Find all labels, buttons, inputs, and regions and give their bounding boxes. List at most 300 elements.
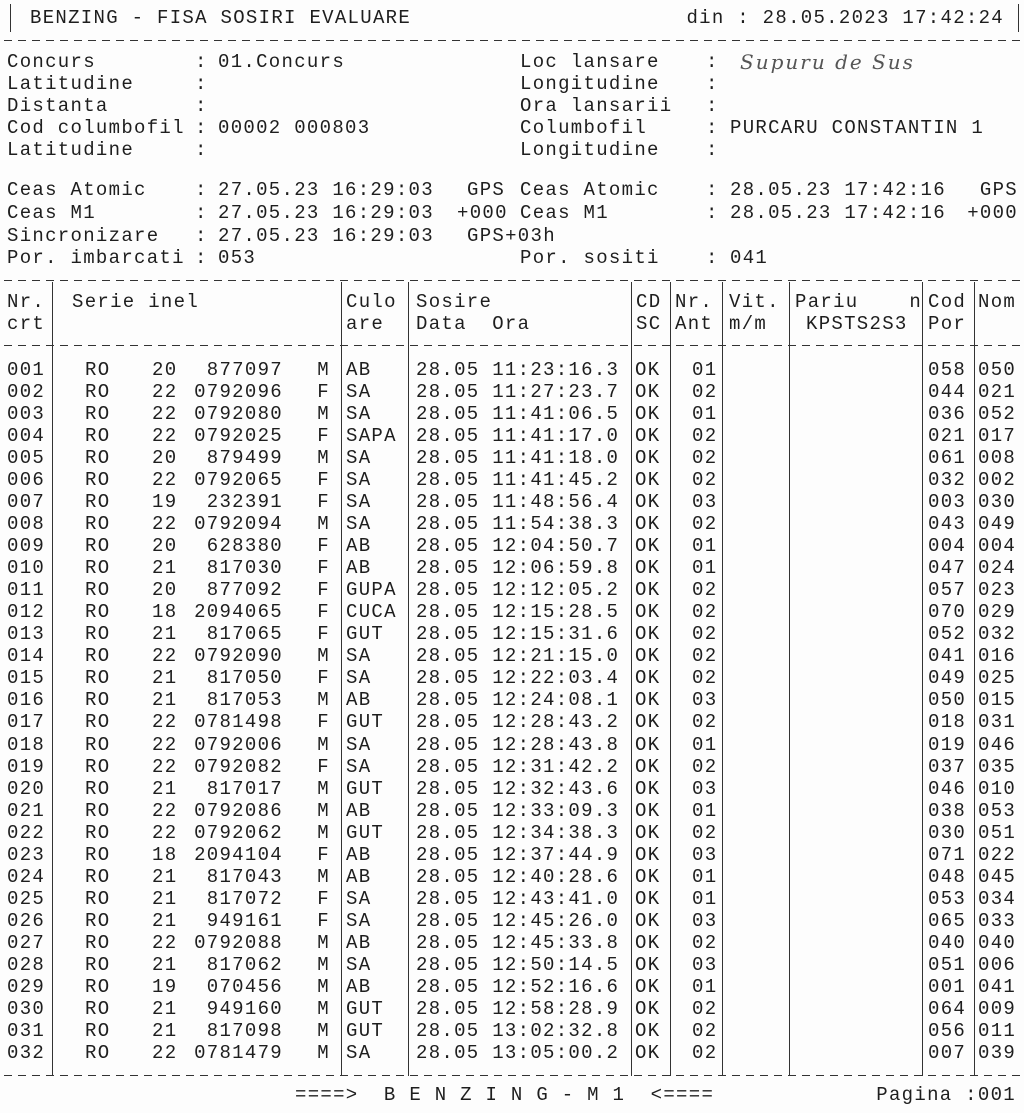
cell-sex: F	[317, 381, 330, 404]
cell-cd-sc: OK	[635, 843, 661, 866]
cell-sex: M	[317, 1041, 330, 1064]
cell-sex: F	[317, 601, 330, 624]
cell-nr: 024	[7, 865, 46, 888]
cell-year: 21	[152, 865, 178, 888]
cell-nom: 045	[978, 865, 1017, 888]
cell-cd-sc: OK	[635, 887, 661, 910]
cell-color: SA	[346, 381, 372, 404]
cell-arrival: 28.05 13:05:00.2	[416, 1041, 620, 1064]
cell-ring: 0792094	[194, 513, 283, 536]
cell-arrival: 28.05 12:28:43.8	[416, 733, 620, 756]
cell-cod-por: 043	[928, 513, 967, 536]
cell-cd-sc: OK	[635, 689, 661, 712]
info-label: Latitudine	[7, 73, 135, 95]
cell-ring: 877092	[206, 579, 283, 602]
cell-sex: M	[317, 513, 330, 536]
cell-year: 21	[152, 623, 178, 646]
cell-nom: 016	[978, 645, 1017, 668]
cell-nr-ant: 02	[692, 645, 718, 668]
info-value: 01.Concurs	[218, 51, 346, 73]
cell-arrival: 28.05 12:28:43.2	[416, 711, 620, 734]
cell-cod-por: 036	[928, 403, 967, 426]
cell-cod-por: 041	[928, 645, 967, 668]
cell-color: AB	[346, 843, 372, 866]
cell-ring: 817043	[206, 865, 283, 888]
cell-cod-por: 050	[928, 689, 967, 712]
cell-country: RO	[85, 359, 111, 381]
cell-cd-sc: OK	[635, 381, 661, 404]
cell-arrival: 28.05 11:48:56.4	[416, 491, 620, 514]
cell-cod-por: 048	[928, 865, 967, 888]
cell-cd-sc: OK	[635, 579, 661, 602]
cell-cod-por: 030	[928, 821, 967, 844]
colon: :	[195, 117, 208, 139]
cell-nom: 046	[978, 733, 1017, 756]
cell-cd-sc: OK	[635, 645, 661, 668]
border-right	[1018, 4, 1019, 32]
cell-cod-por: 047	[928, 557, 967, 580]
cell-cod-por: 065	[928, 909, 967, 932]
cell-sex: M	[317, 689, 330, 712]
cell-cod-por: 003	[928, 491, 967, 514]
cell-ring: 817065	[206, 623, 283, 646]
cell-cd-sc: OK	[635, 711, 661, 734]
cell-sex: M	[317, 821, 330, 844]
cell-nom: 029	[978, 601, 1017, 624]
cell-ring: 232391	[206, 491, 283, 514]
cell-nom: 040	[978, 931, 1017, 954]
cell-cd-sc: OK	[635, 667, 661, 690]
cell-cd-sc: OK	[635, 1041, 661, 1064]
cell-ring: 817072	[206, 887, 283, 910]
cell-arrival: 28.05 13:02:32.8	[416, 1019, 620, 1042]
cell-arrival: 28.05 12:21:15.0	[416, 645, 620, 668]
cell-color: SA	[346, 491, 372, 514]
cell-nr: 019	[7, 755, 46, 778]
cell-color: SA	[346, 469, 372, 492]
cell-country: RO	[85, 799, 111, 822]
cell-nom: 023	[978, 579, 1017, 602]
column-header-cdsc: CD	[636, 291, 662, 313]
colon: :	[195, 139, 208, 161]
clock-label: Por. sositi	[520, 247, 660, 269]
divider	[4, 280, 1020, 281]
cell-nr: 003	[7, 403, 46, 426]
cell-ring: 0792080	[194, 403, 283, 426]
cell-country: RO	[85, 557, 111, 580]
cell-ring: 879499	[206, 447, 283, 470]
cell-color: AB	[346, 535, 372, 558]
cell-cd-sc: OK	[635, 535, 661, 558]
cell-color: SA	[346, 953, 372, 976]
cell-nr: 012	[7, 601, 46, 624]
page-number: Pagina :001	[876, 1084, 1016, 1106]
cell-cd-sc: OK	[635, 865, 661, 888]
cell-sex: M	[317, 645, 330, 668]
cell-year: 22	[152, 799, 178, 822]
cell-cd-sc: OK	[635, 557, 661, 580]
cell-ring: 0792082	[194, 755, 283, 778]
cell-nr-ant: 02	[692, 623, 718, 646]
cell-arrival: 28.05 12:24:08.1	[416, 689, 620, 712]
cell-nom: 011	[978, 1019, 1017, 1042]
column-header-culoare: are	[346, 313, 385, 335]
cell-color: SA	[346, 733, 372, 756]
column-header-culoare: Culo	[346, 291, 397, 313]
clock-value: 28.05.23 17:42:16	[730, 179, 946, 201]
cell-arrival: 28.05 11:41:45.2	[416, 469, 620, 492]
cell-nr-ant: 01	[692, 975, 718, 998]
cell-color: GUPA	[346, 579, 397, 602]
cell-nr: 029	[7, 975, 46, 998]
cell-country: RO	[85, 975, 111, 998]
cell-cd-sc: OK	[635, 1019, 661, 1042]
report-title: BENZING - FISA SOSIRI EVALUARE	[30, 7, 412, 29]
cell-cd-sc: OK	[635, 931, 661, 954]
cell-color: AB	[346, 975, 372, 998]
column-separator	[631, 282, 632, 1076]
cell-ring: 0792065	[194, 469, 283, 492]
cell-nr-ant: 02	[692, 513, 718, 536]
cell-cod-por: 052	[928, 623, 967, 646]
cell-year: 21	[152, 667, 178, 690]
cell-sex: F	[317, 557, 330, 580]
cell-nr-ant: 01	[692, 403, 718, 426]
cell-nom: 025	[978, 667, 1017, 690]
cell-year: 22	[152, 645, 178, 668]
cell-nom: 022	[978, 843, 1017, 866]
cell-nom: 004	[978, 535, 1017, 558]
cell-country: RO	[85, 887, 111, 910]
cell-arrival: 28.05 12:04:50.7	[416, 535, 620, 558]
cell-color: AB	[346, 931, 372, 954]
cell-year: 22	[152, 469, 178, 492]
column-header-serie: Serie inel	[72, 291, 200, 313]
cell-ring: 070456	[206, 975, 283, 998]
cell-cd-sc: OK	[635, 755, 661, 778]
cell-nr-ant: 02	[692, 711, 718, 734]
colon: :	[706, 73, 719, 95]
cell-ring: 628380	[206, 535, 283, 558]
cell-sex: F	[317, 491, 330, 514]
cell-country: RO	[85, 711, 111, 734]
cell-country: RO	[85, 513, 111, 536]
cell-cd-sc: OK	[635, 733, 661, 756]
cell-sex: F	[317, 535, 330, 558]
cell-nr: 017	[7, 711, 46, 734]
cell-nr-ant: 03	[692, 843, 718, 866]
cell-color: AB	[346, 865, 372, 888]
info-label: Longitudine	[520, 139, 660, 161]
cell-nr-ant: 01	[692, 557, 718, 580]
column-header-cdsc: SC	[636, 313, 662, 335]
cell-country: RO	[85, 777, 111, 800]
cell-country: RO	[85, 469, 111, 492]
cell-year: 22	[152, 1041, 178, 1064]
cell-arrival: 28.05 12:40:28.6	[416, 865, 620, 888]
cell-arrival: 28.05 12:22:03.4	[416, 667, 620, 690]
cell-cod-por: 004	[928, 535, 967, 558]
cell-ring: 817098	[206, 1019, 283, 1042]
cell-nr: 026	[7, 909, 46, 932]
column-header-sosire: Data Ora	[416, 313, 531, 335]
divider	[4, 345, 1020, 346]
cell-country: RO	[85, 1019, 111, 1042]
column-separator	[974, 282, 975, 1076]
cell-nom: 030	[978, 491, 1017, 514]
cell-nom: 032	[978, 623, 1017, 646]
cell-color: SA	[346, 909, 372, 932]
cell-nr-ant: 02	[692, 931, 718, 954]
cell-cod-por: 019	[928, 733, 967, 756]
colon: :	[195, 95, 208, 117]
info-label: Columbofil	[520, 117, 648, 139]
cell-year: 22	[152, 403, 178, 426]
cell-nr-ant: 01	[692, 865, 718, 888]
cell-year: 18	[152, 601, 178, 624]
cell-cod-por: 018	[928, 711, 967, 734]
cell-year: 21	[152, 1019, 178, 1042]
cell-nr: 007	[7, 491, 46, 514]
cell-arrival: 28.05 12:45:33.8	[416, 931, 620, 954]
cell-color: GUT	[346, 711, 385, 734]
cell-nr-ant: 02	[692, 425, 718, 448]
info-label: Cod columbofil	[7, 117, 185, 139]
cell-year: 22	[152, 425, 178, 448]
info-label: Loc lansare	[520, 51, 660, 73]
colon: :	[195, 202, 208, 224]
cell-nr-ant: 01	[692, 799, 718, 822]
info-label: Ora lansarii	[520, 95, 673, 117]
column-header-ant: Ant	[675, 313, 714, 335]
cell-country: RO	[85, 601, 111, 624]
cell-nr-ant: 01	[692, 887, 718, 910]
cell-nr: 013	[7, 623, 46, 646]
border-left	[10, 4, 11, 32]
clock-label: Ceas M1	[7, 202, 96, 224]
cell-arrival: 28.05 12:31:42.2	[416, 755, 620, 778]
cell-cd-sc: OK	[635, 909, 661, 932]
cell-cod-por: 021	[928, 425, 967, 448]
cell-arrival: 28.05 12:45:26.0	[416, 909, 620, 932]
clock-suffix: GPS+03h	[467, 225, 556, 247]
cell-sex: M	[317, 1019, 330, 1042]
column-header-pariu: KPSTS2S3	[806, 313, 908, 335]
cell-nr: 023	[7, 843, 46, 866]
cell-sex: M	[317, 799, 330, 822]
cell-sex: F	[317, 623, 330, 646]
cell-sex: M	[317, 931, 330, 954]
cell-sex: F	[317, 909, 330, 932]
cell-ring: 817062	[206, 953, 283, 976]
cell-year: 22	[152, 513, 178, 536]
cell-nom: 033	[978, 909, 1017, 932]
cell-nr: 018	[7, 733, 46, 756]
colon: :	[706, 247, 719, 269]
cell-sex: M	[317, 733, 330, 756]
cell-arrival: 28.05 11:41:18.0	[416, 447, 620, 470]
cell-country: RO	[85, 865, 111, 888]
cell-cod-por: 038	[928, 799, 967, 822]
colon: :	[706, 179, 719, 201]
cell-cod-por: 061	[928, 447, 967, 470]
cell-year: 21	[152, 997, 178, 1020]
cell-color: SA	[346, 513, 372, 536]
column-header-nr: crt	[7, 313, 46, 335]
info-label: Latitudine	[7, 139, 135, 161]
cell-arrival: 28.05 12:52:16.6	[416, 975, 620, 998]
cell-nr: 027	[7, 931, 46, 954]
cell-color: SA	[346, 403, 372, 426]
cell-nr: 016	[7, 689, 46, 712]
cell-year: 20	[152, 447, 178, 470]
column-separator	[922, 282, 923, 1076]
cell-country: RO	[85, 535, 111, 558]
cell-year: 19	[152, 975, 178, 998]
cell-color: AB	[346, 359, 372, 381]
cell-color: GUT	[346, 821, 385, 844]
cell-sex: F	[317, 667, 330, 690]
cell-nom: 050	[978, 359, 1017, 381]
clock-suffix: +000	[967, 202, 1018, 224]
column-header-pariu: Pariu n	[795, 291, 923, 313]
cell-country: RO	[85, 755, 111, 778]
cell-nom: 039	[978, 1041, 1017, 1064]
cell-nr: 006	[7, 469, 46, 492]
cell-nr-ant: 02	[692, 1041, 718, 1064]
column-separator	[341, 282, 342, 1076]
cell-nom: 049	[978, 513, 1017, 536]
cell-nr-ant: 03	[692, 777, 718, 800]
cell-cd-sc: OK	[635, 821, 661, 844]
column-header-vit: Vit.	[729, 291, 780, 313]
cell-nr: 014	[7, 645, 46, 668]
cell-nr-ant: 02	[692, 601, 718, 624]
clock-label: Ceas Atomic	[520, 179, 660, 201]
cell-arrival: 28.05 12:43:41.0	[416, 887, 620, 910]
cell-nr-ant: 03	[692, 909, 718, 932]
column-separator	[670, 282, 671, 1076]
cell-arrival: 28.05 12:32:43.6	[416, 777, 620, 800]
cell-year: 22	[152, 711, 178, 734]
cell-cod-por: 056	[928, 1019, 967, 1042]
cell-arrival: 28.05 12:06:59.8	[416, 557, 620, 580]
column-header-vit: m/m	[729, 313, 768, 335]
cell-country: RO	[85, 733, 111, 756]
cell-cd-sc: OK	[635, 777, 661, 800]
cell-cd-sc: OK	[635, 403, 661, 426]
cell-nr-ant: 03	[692, 953, 718, 976]
cell-sex: M	[317, 997, 330, 1020]
cell-ring: 2094104	[194, 843, 283, 866]
clock-value: 28.05.23 17:42:16	[730, 202, 946, 224]
cell-year: 22	[152, 821, 178, 844]
cell-nr: 004	[7, 425, 46, 448]
cell-color: SA	[346, 667, 372, 690]
cell-nr-ant: 01	[692, 733, 718, 756]
info-value: 00002 000803	[218, 117, 371, 139]
cell-ring: 0781498	[194, 711, 283, 734]
cell-color: AB	[346, 799, 372, 822]
cell-cd-sc: OK	[635, 601, 661, 624]
cell-nr: 030	[7, 997, 46, 1020]
clock-suffix: GPS	[467, 179, 506, 201]
clock-suffix: GPS	[979, 179, 1018, 201]
cell-nom: 006	[978, 953, 1017, 976]
cell-sex: M	[317, 865, 330, 888]
cell-sex: F	[317, 887, 330, 910]
cell-color: GUT	[346, 777, 385, 800]
cell-nr-ant: 01	[692, 359, 718, 381]
cell-nom: 002	[978, 469, 1017, 492]
cell-nr-ant: 02	[692, 381, 718, 404]
cell-arrival: 28.05 11:23:16.3	[416, 359, 620, 381]
cell-country: RO	[85, 403, 111, 426]
cell-year: 21	[152, 887, 178, 910]
cell-ring: 817053	[206, 689, 283, 712]
cell-nr-ant: 02	[692, 997, 718, 1020]
cell-color: SA	[346, 887, 372, 910]
colon: :	[195, 51, 208, 73]
cell-cd-sc: OK	[635, 513, 661, 536]
clock-label: Sincronizare	[7, 225, 160, 247]
printed-date: din : 28.05.2023 17:42:24	[686, 7, 1004, 29]
cell-ring: 0792088	[194, 931, 283, 954]
handwritten-release-place: Supuru de Sus	[740, 50, 915, 74]
cell-cod-por: 007	[928, 1041, 967, 1064]
cell-ring: 0792062	[194, 821, 283, 844]
cell-sex: M	[317, 447, 330, 470]
cell-nr: 008	[7, 513, 46, 536]
cell-cd-sc: OK	[635, 975, 661, 998]
column-separator	[722, 282, 723, 1076]
cell-nom: 009	[978, 997, 1017, 1020]
column-header-nr: Nr.	[7, 291, 46, 313]
cell-sex: M	[317, 403, 330, 426]
cell-year: 21	[152, 689, 178, 712]
cell-arrival: 28.05 12:34:38.3	[416, 821, 620, 844]
cell-ring: 0792096	[194, 381, 283, 404]
cell-nr-ant: 02	[692, 1019, 718, 1042]
cell-country: RO	[85, 381, 111, 404]
cell-sex: F	[317, 579, 330, 602]
cell-nr-ant: 02	[692, 447, 718, 470]
cell-ring: 0792025	[194, 425, 283, 448]
clock-value: 053	[218, 247, 257, 269]
cell-cod-por: 053	[928, 887, 967, 910]
cell-arrival: 28.05 12:58:28.9	[416, 997, 620, 1020]
cell-ring: 949160	[206, 997, 283, 1020]
divider	[4, 40, 1020, 41]
cell-nr-ant: 02	[692, 667, 718, 690]
cell-nom: 051	[978, 821, 1017, 844]
cell-color: GUT	[346, 1019, 385, 1042]
cell-country: RO	[85, 425, 111, 448]
cell-year: 20	[152, 579, 178, 602]
cell-country: RO	[85, 931, 111, 954]
cell-country: RO	[85, 909, 111, 932]
cell-cd-sc: OK	[635, 469, 661, 492]
cell-nr-ant: 02	[692, 469, 718, 492]
cell-arrival: 28.05 11:41:17.0	[416, 425, 620, 448]
footer-brand: ====> B E N Z I N G - M 1 <====	[295, 1084, 715, 1106]
clock-suffix: +000	[457, 202, 508, 224]
cell-nom: 034	[978, 887, 1017, 910]
cell-country: RO	[85, 447, 111, 470]
cell-sex: F	[317, 843, 330, 866]
cell-country: RO	[85, 491, 111, 514]
colon: :	[706, 51, 719, 73]
